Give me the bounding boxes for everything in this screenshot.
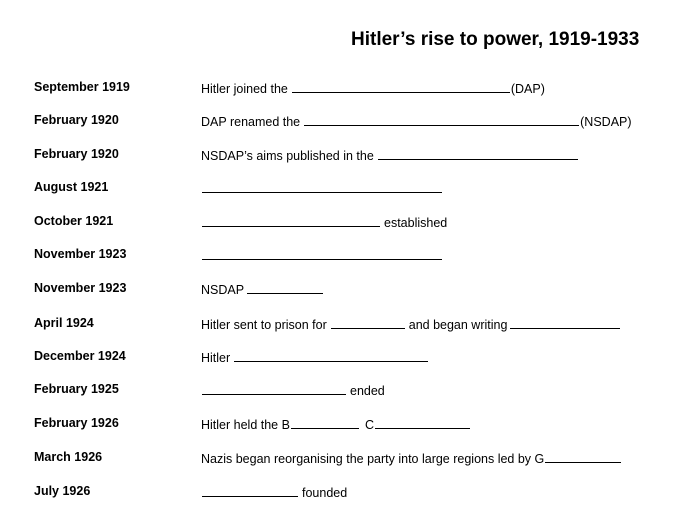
date-label: February 1920 [34,147,119,161]
date-label: February 1920 [34,113,119,127]
answer-blank[interactable] [202,382,346,395]
event-text: (DAP) [510,82,545,96]
event-text: ended [350,384,385,398]
event-line [201,180,443,193]
event-text: Nazis began reorganising the party into large regions led by G [201,452,545,466]
event-line [201,147,579,163]
answer-blank[interactable] [292,80,510,93]
date-label: April 1924 [34,316,94,330]
event-text: Hitler held the B [201,418,290,432]
date-label: September 1919 [34,80,130,94]
event-text: C [364,418,374,432]
date-label: March 1926 [34,450,103,464]
answer-blank[interactable] [202,180,442,193]
event-text: NSDAP [201,283,245,297]
event-line [201,349,429,365]
event-line [201,382,385,398]
answer-blank[interactable] [304,113,579,126]
answer-blank[interactable] [291,416,359,429]
event-line [201,214,447,230]
event-line [201,316,621,332]
answer-blank[interactable] [202,214,380,227]
answer-blank[interactable] [202,484,298,497]
page-title: Hitler’s rise to power, 1919-1933 [351,29,640,50]
event-line [201,80,545,96]
date-label: November 1923 [34,247,127,261]
answer-blank[interactable] [234,349,428,362]
answer-blank[interactable] [375,416,470,429]
answer-blank[interactable] [545,450,621,463]
answer-blank[interactable] [247,281,323,294]
answer-blank[interactable] [510,316,620,329]
date-label: August 1921 [34,180,109,194]
event-text: founded [302,486,348,500]
event-text: NSDAP’s aims published in the [201,149,374,163]
date-label: October 1921 [34,214,114,228]
event-line [201,281,324,297]
event-text: (NSDAP) [580,115,632,129]
answer-blank[interactable] [202,247,442,260]
date-label: December 1924 [34,349,126,363]
date-label: November 1923 [34,281,127,295]
event-text: Hitler sent to prison for [201,318,327,332]
event-text: Hitler [201,351,231,365]
event-text: established [384,216,448,230]
event-text: DAP renamed the [201,115,301,129]
event-line [201,416,471,432]
event-text: and began writing [408,318,508,332]
event-line [201,484,347,500]
date-label: February 1926 [34,416,119,430]
event-line [201,113,632,129]
date-label: July 1926 [34,484,91,498]
date-label: February 1925 [34,382,119,396]
event-line [201,450,622,466]
event-text: Hitler joined the [201,82,288,96]
event-line [201,247,443,260]
answer-blank[interactable] [331,316,405,329]
answer-blank[interactable] [378,147,578,160]
